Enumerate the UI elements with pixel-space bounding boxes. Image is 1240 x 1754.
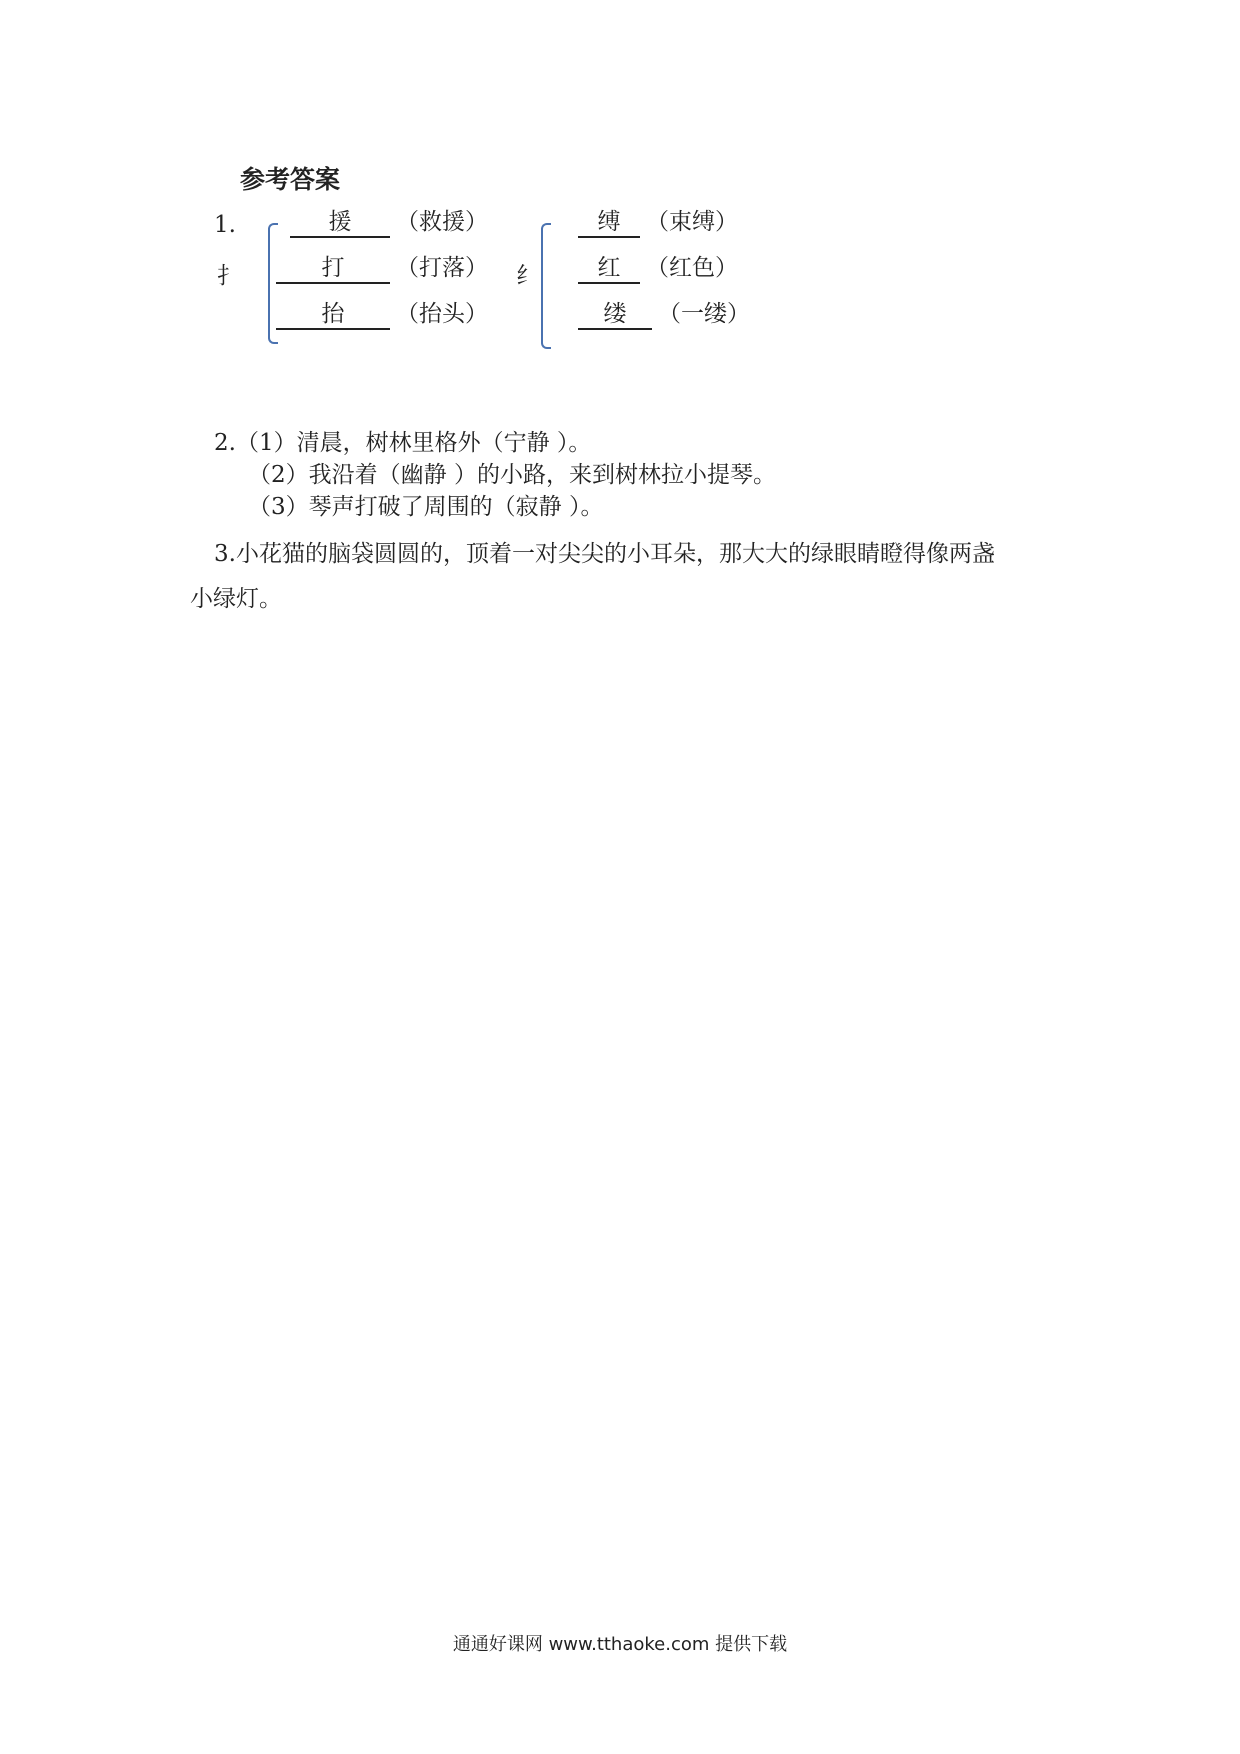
- left-hint-3: （抬头）: [396, 301, 488, 327]
- left-answer-3: 抬: [276, 300, 390, 330]
- right-answer-1: 缚: [578, 208, 640, 238]
- right-hint-2: （红色）: [646, 255, 738, 281]
- right-hint-1: （束缚）: [646, 209, 738, 235]
- right-hint-3: （一缕）: [658, 301, 750, 327]
- answer-key-title: 参考答案: [240, 165, 341, 194]
- right-brace: [541, 223, 551, 349]
- question-2-line-2: （2）我沿着（幽静 ）的小路，来到树林拉小提琴。: [248, 462, 776, 488]
- right-radical: 纟: [516, 263, 539, 289]
- question-1-number: 1.: [214, 212, 236, 238]
- left-answer-2: 打: [276, 254, 390, 284]
- left-hint-1: （救援）: [396, 209, 488, 235]
- right-answer-2: 红: [578, 254, 640, 284]
- question-3-line-2: 小绿灯。: [190, 586, 282, 612]
- question-2-line-1: 2.（1）清晨，树林里格外（宁静 ）。: [214, 430, 592, 456]
- footer-source: 通通好课网 www.tthaoke.com 提供下载: [452, 1634, 788, 1655]
- right-answer-3: 缕: [578, 300, 652, 330]
- question-2-line-3: （3）琴声打破了周围的（寂静 ）。: [248, 494, 604, 520]
- left-answer-1: 援: [290, 208, 390, 238]
- left-hint-2: （打落）: [396, 255, 488, 281]
- question-3-line-1: 3.小花猫的脑袋圆圆的，顶着一对尖尖的小耳朵，那大大的绿眼睛瞪得像两盏: [214, 541, 995, 567]
- left-radical: 扌: [217, 263, 240, 289]
